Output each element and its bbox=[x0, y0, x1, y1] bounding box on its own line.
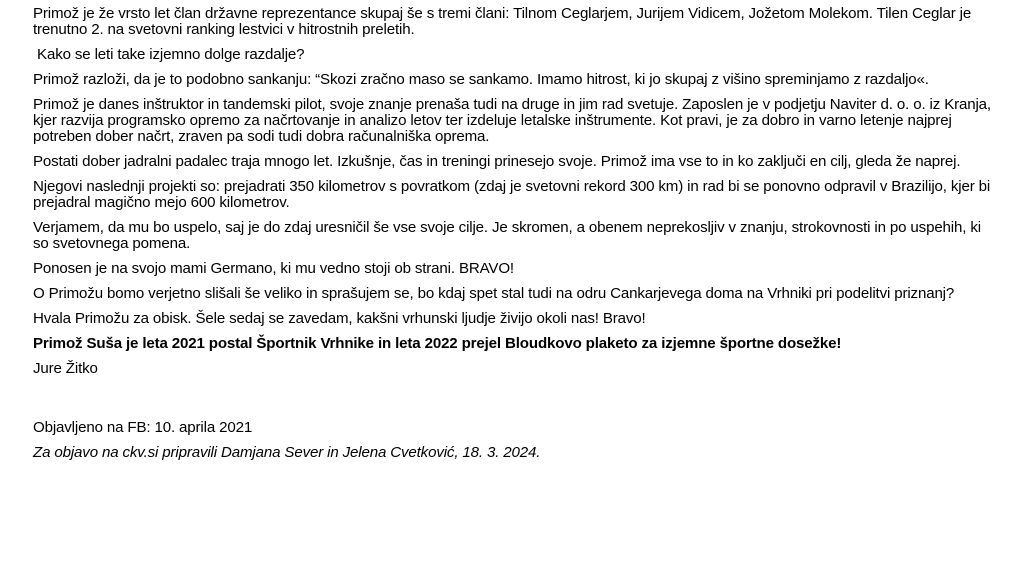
paragraph-explanation: Primož razloži, da je to podobno sankanju: “Skozi zračno maso se sankamo. Imamo hitrost, ki jo skupaj z višino spreminjamo z razdaljo«. bbox=[33, 71, 929, 88]
paragraph-question: Kako se leti take izjemno dolge razdalje? bbox=[33, 46, 305, 63]
paragraph-projects: Njegovi naslednji projekti so: prejadrati 350 kilometrov s povratkom (zdaj je svetovni rekord 300 km) in rad bi se ponovno odpravil v Brazilijo, kjer bi prejadral magično mejo 600 kilometrov. bbox=[33, 178, 995, 211]
paragraph-thanks: Hvala Primožu za obisk. Šele sedaj se zavedam, kakšni vrhunski ljudje živijo okoli nas! Bravo! bbox=[33, 310, 646, 327]
paragraph-awards: Primož Suša je leta 2021 postal Športnik Vrhnike in leta 2022 prejel Bloudkovo plaketo za izjemne športne dosežke! bbox=[33, 335, 842, 352]
paragraph-team: Primož je že vrsto let član državne reprezentance skupaj še s tremi člani: Tilnom Ceglarjem, Jurijem Vidicem, Jožetom Molekom. Tilen Ceglar je trenutno 2. na svetovni ranking lestvici v hitrostnih preletih. bbox=[33, 5, 976, 38]
paragraph-future: O Primožu bomo verjetno slišali še veliko in sprašujem se, bo kdaj spet stal tudi na odru Cankarjevega doma na Vrhniki pri podelitvi priznanj? bbox=[33, 285, 955, 302]
publication-note: Objavljeno na FB: 10. aprila 2021 bbox=[33, 419, 253, 436]
paragraph-instructor: Primož je danes inštruktor in tandemski pilot, svoje znanje prenaša tudi na druge in jim rad svetuje. Zaposlen je v podjetju Naviter d. o. o. iz Kranja, kjer razvija programsko opremo za načrtovanje in analizo letov ter izdeluje letalske inštrumente. Kot pravi, je za dobro in varno letenje najprej potreben dober načrt, zraven pa sodi tudi dobra računalniška oprema. bbox=[33, 96, 996, 145]
credits-note: Za objavo na ckv.si pripravili Damjana Sever in Jelena Cvetković, 18. 3. 2024. bbox=[33, 444, 541, 461]
paragraph-belief: Verjamem, da mu bo uspelo, saj je do zdaj uresničil še vse svoje cilje. Je skromen, a obenem neprekosljiv v znanju, strokovnosti in po uspehih, ki so svetovnega pomena. bbox=[33, 219, 985, 252]
paragraph-mother: Ponosen je na svojo mami Germano, ki mu vedno stoji ob strani. BRAVO! bbox=[33, 260, 514, 277]
paragraph-experience: Postati dober jadralni padalec traja mnogo let. Izkušnje, čas in treningi prinesejo svoje. Primož ima vse to in ko zaključi en cilj, gleda že naprej. bbox=[33, 153, 961, 170]
author-name: Jure Žitko bbox=[33, 360, 98, 377]
